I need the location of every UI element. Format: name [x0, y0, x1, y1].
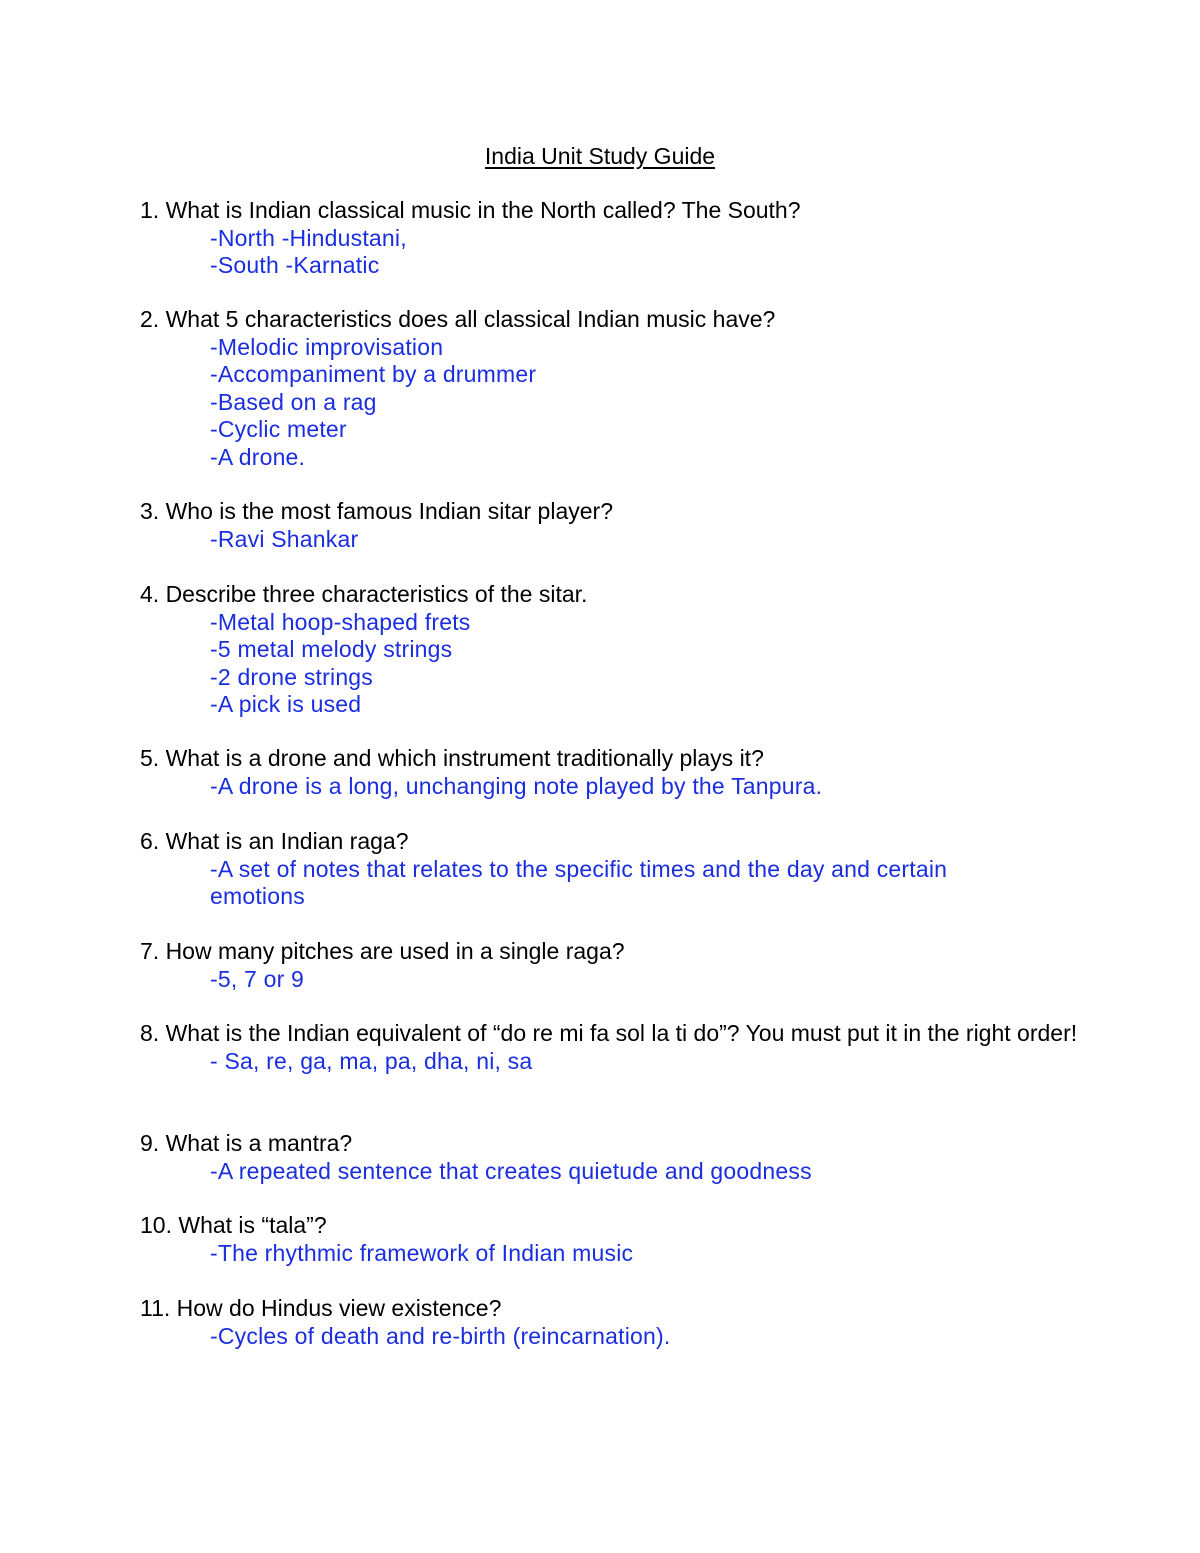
qa-item-10 [140, 1212, 1080, 1267]
question-7: 7. How many pitches are used in a single raga? [140, 938, 625, 964]
answer-11-1: -Cycles of death and re-birth (reincarnation). [210, 1322, 671, 1349]
answer-3-1: -Ravi Shankar [210, 525, 359, 552]
qa-item-3 [140, 498, 1080, 553]
answer-7-1: -5, 7 or 9 [210, 965, 305, 992]
answers-5 [140, 773, 1080, 801]
qa-item-1 [140, 197, 1080, 280]
question-6: 6. What is an Indian raga? [140, 828, 409, 854]
answer-10-1: -The rhythmic framework of Indian music [210, 1239, 634, 1266]
answers-3 [140, 526, 1080, 554]
question-8: 8. What is the Indian equivalent of “do re mi fa sol la ti do”? You must put it in the right order! [140, 1020, 1078, 1046]
answers-4 [140, 609, 1080, 719]
answer-9-1: -A repeated sentence that creates quietude and goodness [210, 1157, 812, 1184]
answers-8 [140, 1048, 1080, 1076]
question-4: 4. Describe three characteristics of the sitar. [140, 581, 588, 607]
answer-6-1: -A set of notes that relates to the specific times and the day and certain emotions [210, 855, 948, 909]
answer-5-1: -A drone is a long, unchanging note played by the Tanpura. [210, 772, 823, 799]
qa-item-8 [140, 1020, 1080, 1075]
qa-item-11 [140, 1295, 1080, 1350]
answers-9 [140, 1158, 1080, 1186]
qa-item-6 [140, 828, 1080, 911]
question-11: 11. How do Hindus view existence? [140, 1295, 502, 1321]
qa-item-5 [140, 745, 1080, 800]
answers-10 [140, 1240, 1080, 1268]
answer-1-2: -South -Karnatic [210, 252, 380, 278]
answers-1 [140, 225, 1080, 280]
answers-7 [140, 966, 1080, 994]
answer-4-2: -5 metal melody strings [210, 636, 453, 662]
answer-2-2: -Accompaniment by a drummer [210, 361, 537, 387]
qa-item-2 [140, 306, 1080, 471]
qa-item-7 [140, 938, 1080, 993]
answer-2-3: -Based on a rag [210, 388, 377, 415]
answer-4-1: -Metal hoop-shaped frets [210, 608, 471, 635]
qa-item-9 [140, 1130, 1080, 1185]
question-2: 2. What 5 characteristics does all classical Indian music have? [140, 306, 776, 332]
answer-4-3: -2 drone strings [210, 663, 373, 690]
question-9: 9. What is a mantra? [140, 1130, 353, 1156]
answer-2-5: -A drone. [210, 443, 306, 470]
answer-4-4: -A pick is used [210, 691, 362, 717]
qa-item-4 [140, 581, 1080, 719]
answer-8-1: - Sa, re, ga, ma, pa, dha, ni, sa [210, 1047, 533, 1074]
question-1: 1. What is Indian classical music in the North called? The South? [140, 197, 801, 223]
answers-6 [140, 856, 1020, 911]
answer-2-1: -Melodic improvisation [210, 333, 444, 360]
answers-2 [140, 334, 1080, 472]
page-title: India Unit Study Guide [484, 143, 716, 169]
answer-2-4: -Cyclic meter [210, 416, 347, 442]
answer-1-1: -North -Hindustani, [210, 224, 407, 251]
question-3: 3. Who is the most famous Indian sitar player? [140, 498, 613, 524]
question-5: 5. What is a drone and which instrument traditionally plays it? [140, 745, 764, 771]
question-10: 10. What is “tala”? [140, 1212, 327, 1238]
answers-11 [140, 1323, 1080, 1351]
